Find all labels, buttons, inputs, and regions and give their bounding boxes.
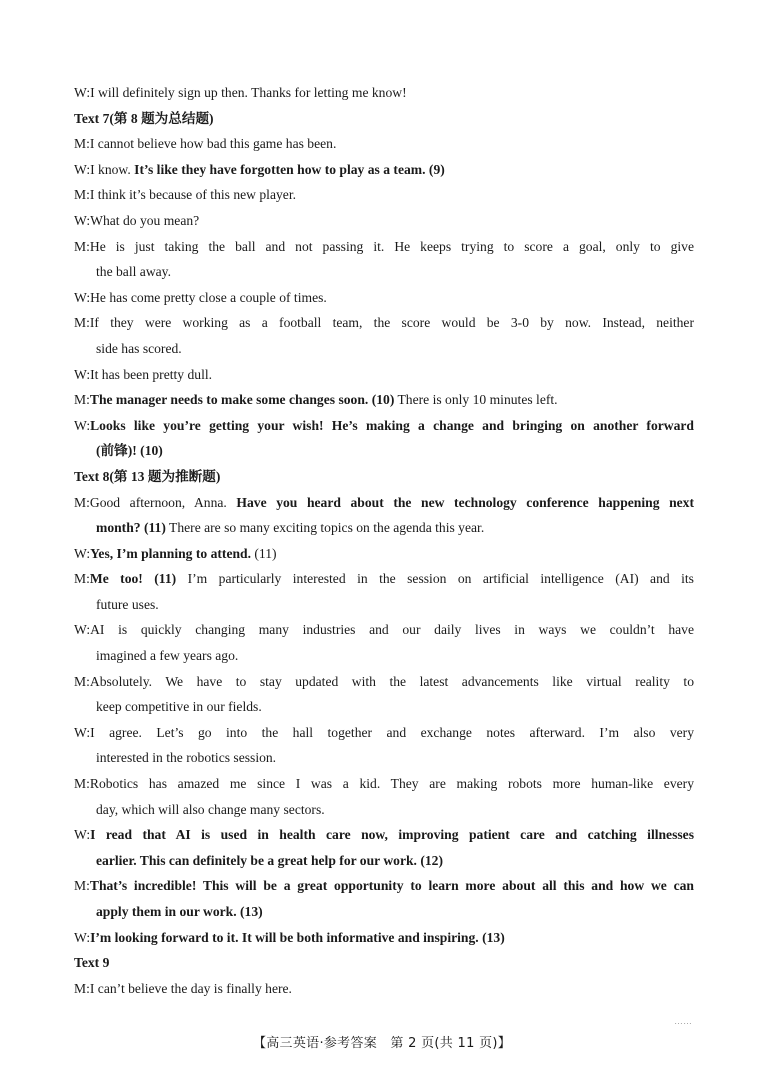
transcript-body <box>74 80 694 1001</box>
dialogue-continuation <box>74 643 694 669</box>
dialogue-line <box>74 669 694 695</box>
answer-cue-text: I’m looking forward to it. It will be both informative and inspiring. <box>90 929 479 945</box>
dialogue-text: (11) <box>251 545 277 561</box>
answer-cue-text: Me too! (11) <box>89 571 177 587</box>
dialogue-text: imagined a few years ago. <box>96 648 239 664</box>
speaker-separator: : <box>86 392 90 408</box>
answer-cue-text: Text 8(第 13 题为推断题) <box>74 468 221 484</box>
answer-cue-text: (10) <box>368 392 395 408</box>
dialogue-continuation <box>74 438 694 464</box>
speaker-separator: : <box>86 366 91 382</box>
speaker-label: M <box>74 878 87 894</box>
dialogue-text: I will definitely sign up then. Thanks for letting me know! <box>90 85 407 100</box>
dialogue-line <box>74 720 694 746</box>
speaker-label: W <box>74 417 87 433</box>
dialogue-line <box>74 310 694 336</box>
answer-cue-text: earlier. This can definitely be a great help for our work. <box>96 852 417 868</box>
dialogue-line <box>74 490 694 516</box>
speaker-label: W <box>74 212 87 228</box>
dialogue-text: I think it’s because of this new player. <box>89 187 296 203</box>
speaker-label: W <box>74 85 87 100</box>
dialogue-text: If they were working as a football team, the score would be 3-0 by now. Instead, neither <box>89 315 694 331</box>
speaker-label: W <box>74 622 87 638</box>
dialogue-text: Absolutely. We have to stay updated with the latest advancements like virtual reality to <box>89 673 694 689</box>
dialogue-text: day, which will also change many sectors. <box>96 801 325 817</box>
dialogue-continuation <box>74 848 694 874</box>
speaker-separator: : <box>86 724 91 740</box>
dialogue-text: the ball away. <box>96 264 171 280</box>
dialogue-line <box>74 234 694 260</box>
speaker-separator: : <box>86 929 91 945</box>
speaker-separator: : <box>86 238 90 254</box>
speaker-separator: : <box>86 136 90 152</box>
speaker-label: W <box>74 827 87 843</box>
speaker-label: M <box>74 571 87 587</box>
answer-cue-text: (13) <box>236 904 263 919</box>
dialogue-line <box>74 925 694 951</box>
section-heading <box>74 950 694 976</box>
speaker-label: M <box>74 980 87 996</box>
dialogue-line <box>74 131 694 157</box>
answer-cue-text: (前锋)! (10) <box>96 443 163 459</box>
dialogue-line <box>74 541 694 567</box>
speaker-label: M <box>74 673 87 689</box>
speaker-label: M <box>74 392 87 408</box>
speaker-label: M <box>74 315 87 331</box>
dialogue-line <box>74 80 694 106</box>
speaker-label: M <box>74 187 87 203</box>
dialogue-line <box>74 413 694 439</box>
speaker-separator: : <box>86 673 90 689</box>
speaker-separator: : <box>86 545 91 561</box>
answer-cue-text: month? (11) <box>96 520 166 536</box>
speaker-label: W <box>74 545 87 561</box>
dialogue-continuation <box>74 259 694 285</box>
dialogue-line <box>74 617 694 643</box>
dialogue-text: side has scored. <box>96 340 182 356</box>
speaker-separator: : <box>86 161 91 177</box>
dialogue-text: What do you mean? <box>90 212 200 228</box>
speaker-separator: : <box>86 980 90 996</box>
answer-cue-text: Yes, I’m planning to attend. <box>90 545 251 561</box>
speaker-label: W <box>74 929 87 945</box>
answer-cue-text: That’s incredible! This will be a great opportunity to learn more about all this and how we can <box>89 878 694 894</box>
answer-cue-text: I read that AI is used in health care now, improving patient care and catching illnesses <box>90 827 694 843</box>
dialogue-line <box>74 976 694 1002</box>
answer-cue-text: (13) <box>478 929 505 945</box>
dialogue-continuation <box>74 694 694 720</box>
speaker-label: W <box>74 724 87 740</box>
dialogue-text: He has come pretty close a couple of times. <box>90 289 327 305</box>
dialogue-text: I’m particularly interested in the session on artificial intelligence (AI) and its <box>176 571 694 587</box>
speaker-separator: : <box>86 827 91 843</box>
answer-cue-text: apply them in our work. <box>96 904 237 919</box>
speaker-label: M <box>74 494 87 510</box>
dialogue-continuation <box>74 336 694 362</box>
speaker-separator: : <box>86 315 90 331</box>
dialogue-line <box>74 182 694 208</box>
answer-cue-text: Looks like you’re getting your wish! He’s making a change and bringing on another forward <box>90 417 694 433</box>
dialogue-text: interested in the robotics session. <box>96 750 277 766</box>
corner-mark: …… <box>674 1016 692 1026</box>
dialogue-line <box>74 208 694 234</box>
dialogue-line <box>74 873 694 899</box>
dialogue-line <box>74 157 694 183</box>
speaker-separator: : <box>86 187 90 203</box>
answer-cue-text: It’s like they have forgotten how to play as a team. <box>134 161 426 177</box>
section-heading <box>74 106 694 132</box>
speaker-separator: : <box>86 417 91 433</box>
dialogue-text: There is only 10 minutes left. <box>394 392 558 408</box>
speaker-separator: : <box>86 494 90 510</box>
answer-cue-text: The manager needs to make some changes soon. <box>89 392 369 408</box>
dialogue-text: I can’t believe the day is finally here. <box>89 980 292 996</box>
dialogue-text: Good afternoon, Anna. <box>89 494 237 510</box>
speaker-separator: : <box>86 85 91 100</box>
section-heading <box>74 464 694 490</box>
answer-cue-text: Text 7(第 8 题为总结题) <box>74 110 214 126</box>
page-footer: 【高三英语·参考答案 第 2 页(共 11 页)】 <box>252 1036 512 1051</box>
speaker-label: M <box>74 776 87 792</box>
dialogue-continuation <box>74 745 694 771</box>
dialogue-text: It has been pretty dull. <box>90 366 213 382</box>
dialogue-line <box>74 771 694 797</box>
dialogue-line <box>74 285 694 311</box>
dialogue-text: future uses. <box>96 596 159 612</box>
speaker-separator: : <box>86 212 91 228</box>
dialogue-continuation <box>74 592 694 618</box>
speaker-separator: : <box>86 571 90 587</box>
speaker-separator: : <box>86 878 90 894</box>
dialogue-line <box>74 822 694 848</box>
dialogue-line <box>74 566 694 592</box>
dialogue-text: I agree. Let’s go into the hall together and exchange notes afterward. I’m also very <box>90 724 694 740</box>
speaker-label: W <box>74 161 87 177</box>
dialogue-line <box>74 387 694 413</box>
answer-cue-text: Text 9 <box>74 955 110 971</box>
speaker-separator: : <box>86 622 91 638</box>
dialogue-text: AI is quickly changing many industries and our daily lives in ways we couldn’t have <box>90 622 694 638</box>
answer-cue-text: (12) <box>416 852 443 868</box>
dialogue-text: There are so many exciting topics on the agenda this year. <box>165 520 485 536</box>
dialogue-text: keep competitive in our fields. <box>96 699 262 715</box>
speaker-label: M <box>74 136 87 152</box>
speaker-label: W <box>74 289 87 305</box>
dialogue-text: Robotics has amazed me since I was a kid. They are making robots more human-like every <box>89 776 694 792</box>
speaker-separator: : <box>86 776 90 792</box>
dialogue-text: I know. <box>90 161 135 177</box>
dialogue-continuation <box>74 899 694 925</box>
answer-cue-text: (9) <box>425 161 445 177</box>
dialogue-line <box>74 362 694 388</box>
answer-cue-text: Have you heard about the new technology conference happening next <box>236 494 694 510</box>
speaker-separator: : <box>86 289 91 305</box>
dialogue-continuation <box>74 515 694 541</box>
dialogue-continuation <box>74 797 694 823</box>
dialogue-text: I cannot believe how bad this game has been. <box>89 136 337 152</box>
speaker-label: M <box>74 238 87 254</box>
speaker-label: W <box>74 366 87 382</box>
dialogue-text: He is just taking the ball and not passing it. He keeps trying to score a goal, only to give <box>89 238 694 254</box>
